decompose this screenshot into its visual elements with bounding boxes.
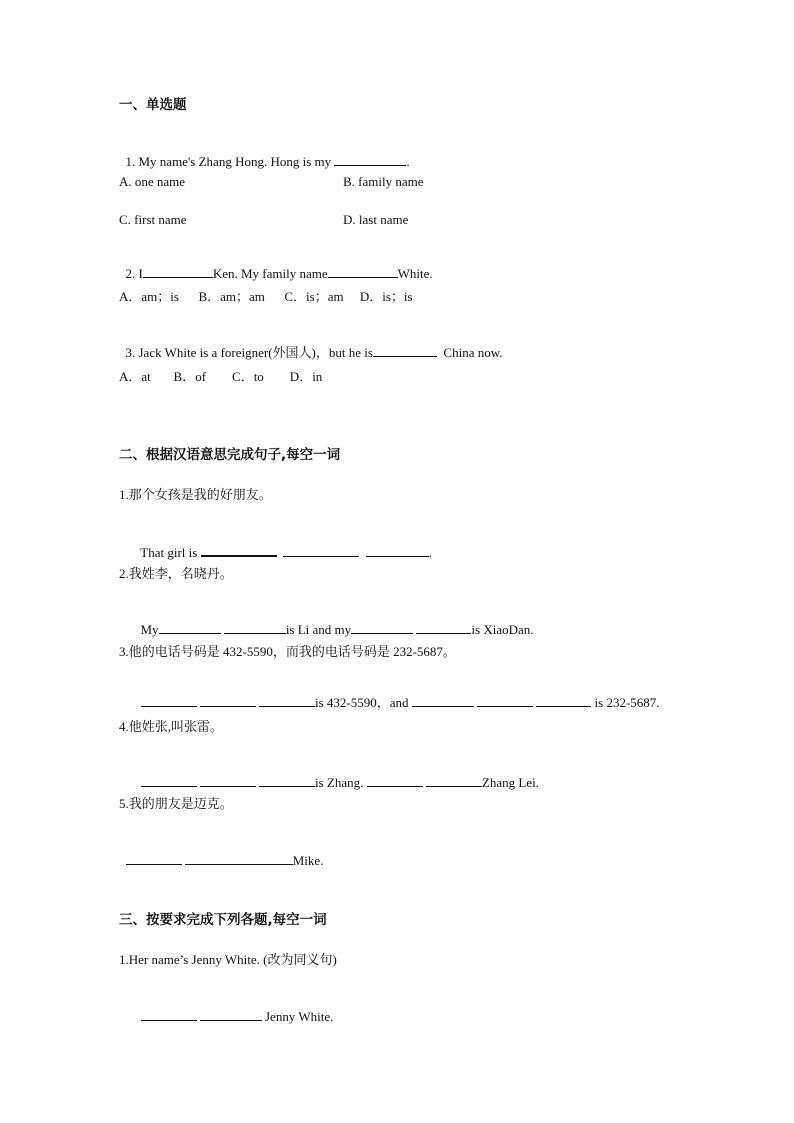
question-text: is 432-5590，and [315, 695, 412, 710]
option-b[interactable]: B. family name [343, 174, 424, 189]
question-text: . [428, 545, 432, 560]
answer-blank[interactable] [200, 1008, 262, 1021]
answer-blank[interactable] [141, 694, 197, 707]
answer-blank[interactable] [185, 852, 293, 865]
answer-blank[interactable] [536, 694, 591, 707]
answer-blank[interactable] [283, 544, 359, 557]
question-3-1-answer [134, 992, 333, 1025]
question-2-2-english [134, 605, 534, 638]
question-text: Jenny White. [261, 1009, 334, 1024]
question-text: China now. [436, 345, 503, 360]
question-text: Mike. [292, 853, 324, 868]
answer-blank[interactable] [159, 621, 221, 634]
answer-blank[interactable] [367, 774, 423, 787]
answer-blank[interactable] [143, 265, 213, 278]
answer-blank[interactable] [373, 344, 437, 357]
question-2-3-english [134, 678, 660, 711]
answer-blank[interactable] [141, 1008, 197, 1021]
question-2-4-chinese: 4.他姓张,叫张雷。 [119, 719, 224, 734]
question-1-3-options[interactable]: A．at B．of C．to D．in [119, 369, 323, 384]
answer-blank[interactable] [477, 694, 533, 707]
answer-blank[interactable] [201, 543, 277, 557]
answer-blank[interactable] [412, 694, 474, 707]
question-text: is Li and my [285, 622, 352, 637]
question-text: Zhang Lei. [481, 775, 539, 790]
question-2-4-english [134, 758, 539, 791]
question-text: My [140, 622, 159, 637]
answer-blank[interactable] [200, 694, 256, 707]
section3-heading: 三、按要求完成下列各题,每空一词 [119, 912, 327, 928]
answer-blank[interactable] [334, 153, 406, 166]
question-text: That girl is [140, 545, 201, 560]
question-2-5-chinese: 5.我的朋友是迈克。 [119, 796, 233, 811]
question-2-1-chinese: 1.那个女孩是我的好朋友。 [119, 487, 272, 502]
option-a[interactable]: A. one name [119, 174, 186, 189]
question-1-2-options[interactable]: A．am；is B．am；am C．is；am D．is；is [119, 289, 413, 304]
question-text: White. [397, 266, 433, 281]
answer-blank[interactable] [200, 774, 256, 787]
answer-blank[interactable] [126, 852, 182, 865]
answer-blank[interactable] [224, 621, 286, 634]
question-1-3 [119, 328, 503, 361]
question-1-2 [119, 249, 433, 282]
answer-blank[interactable] [366, 544, 429, 557]
answer-blank[interactable] [426, 774, 482, 787]
question-text: is XiaoDan. [471, 622, 534, 637]
section1-heading: 一、单选题 [119, 97, 187, 113]
question-3-1: 1.Her name’s Jenny White. (改为同义句) [119, 952, 337, 967]
answer-blank[interactable] [259, 774, 315, 787]
answer-blank[interactable] [259, 694, 315, 707]
question-text: Ken. My family name [212, 266, 328, 281]
question-text: 3. Jack White is a foreigner(外国人)，but he is [125, 345, 373, 360]
question-2-2-chinese: 2.我姓李，名晓丹。 [119, 566, 233, 581]
answer-blank[interactable] [416, 621, 471, 634]
question-2-3-chinese: 3.他的电话号码是 432-5590，而我的电话号码是 232-5687。 [119, 644, 456, 659]
question-2-1-english [134, 527, 432, 561]
option-c[interactable]: C. first name [119, 212, 187, 227]
answer-blank[interactable] [328, 265, 398, 278]
answer-blank[interactable] [141, 774, 197, 787]
answer-blank[interactable] [351, 621, 413, 634]
question-text: is 232-5687. [591, 695, 660, 710]
question-1-1 [119, 137, 410, 170]
question-text: 2. I [125, 266, 143, 281]
question-text: . [406, 154, 410, 169]
question-2-5-english [119, 836, 323, 869]
question-text: 1. My name's Zhang Hong. Hong is my [125, 154, 335, 169]
section2-heading: 二、根据汉语意思完成句子,每空一词 [119, 447, 341, 463]
question-text: is Zhang. [315, 775, 367, 790]
option-d[interactable]: D. last name [343, 212, 409, 227]
